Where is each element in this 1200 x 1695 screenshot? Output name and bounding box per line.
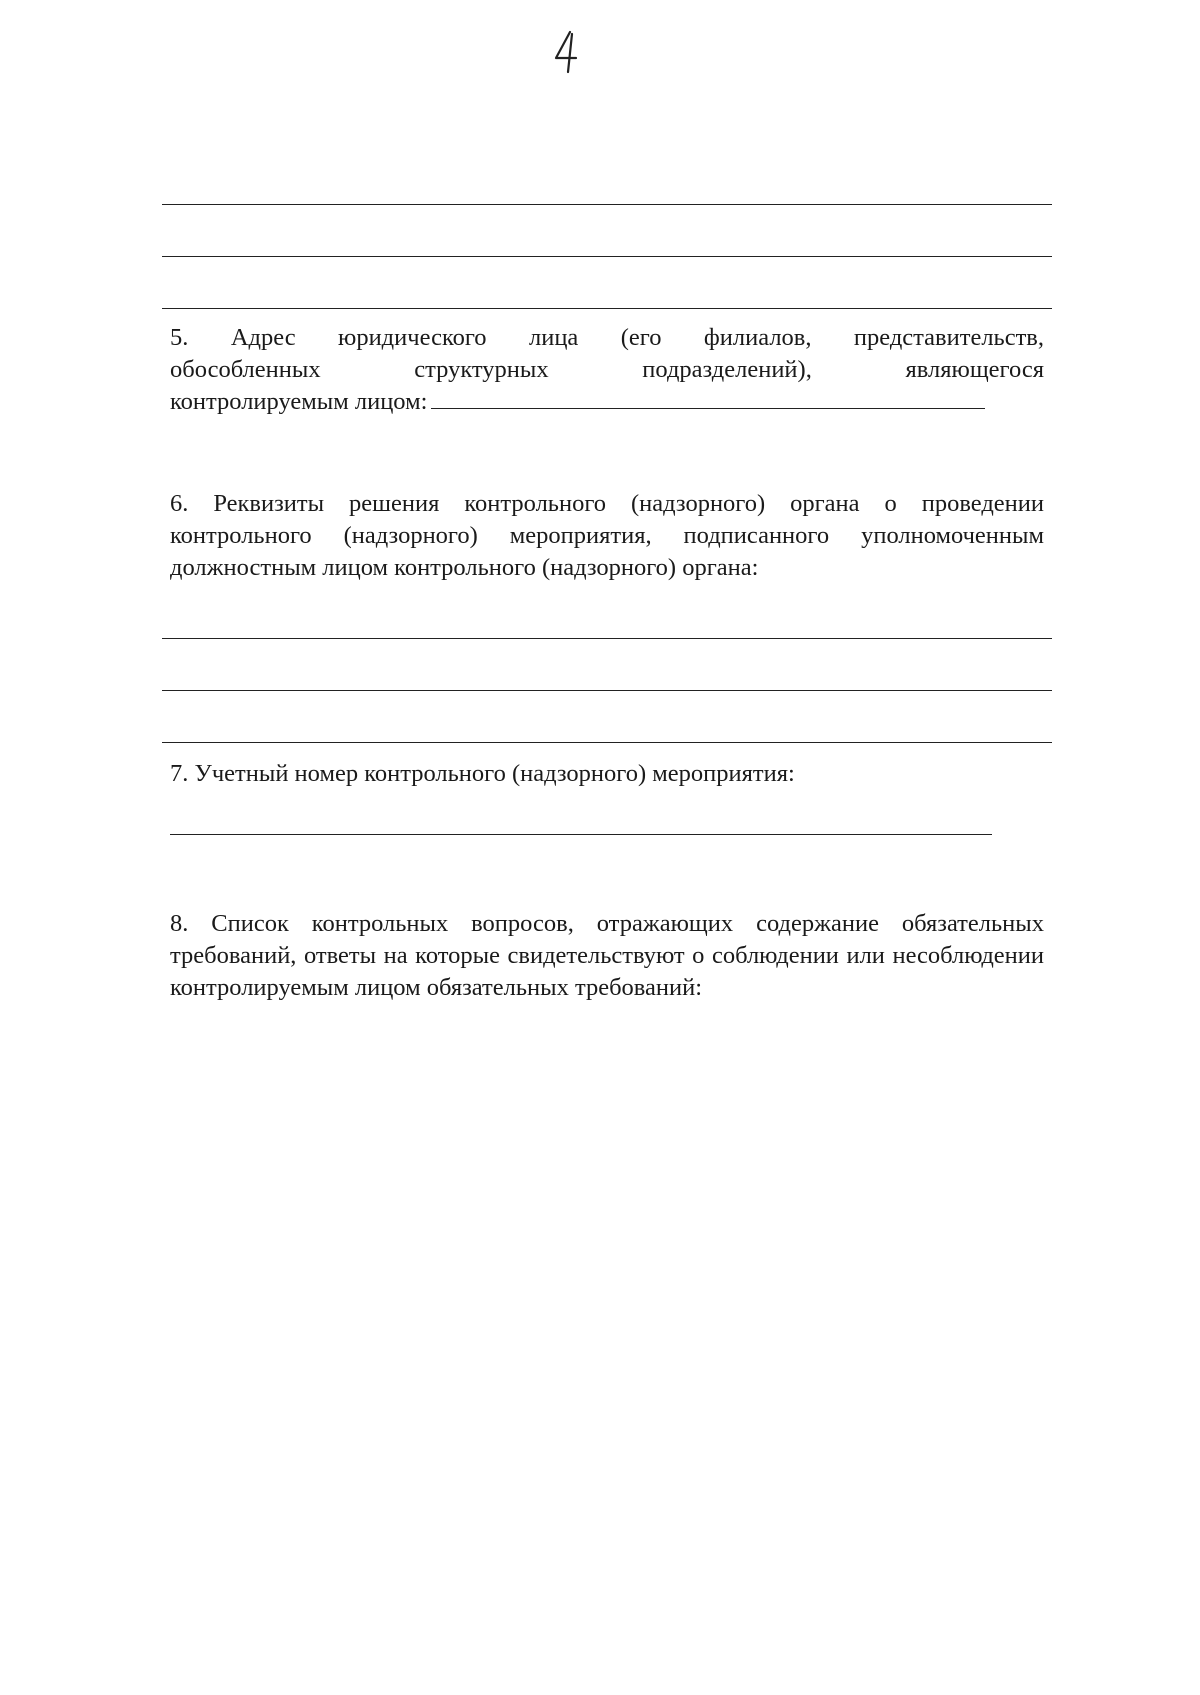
blank-fill-line [162,742,1052,743]
item-5-line-1: 5. Адрес юридического лица (его филиалов, представительств, [170,324,1044,351]
item-5-line-3 [170,386,1044,418]
handwritten-page-number [548,30,588,74]
item-8-text: 8. Список контрольных вопросов, отражающих содержание обязательных требований, ответы на которые свидетельствуют о соблюдении или несоблюдении контролируемым лицом обязательных требований: [170,910,1044,1001]
item-5-line-2: обособленных структурных подразделений), являющегося [170,356,1044,383]
address-blank-field [431,386,985,409]
handwritten-four-glyph [548,30,588,74]
blank-fill-line [162,256,1052,257]
blank-fill-line [162,690,1052,691]
blank-fill-line [162,638,1052,639]
blank-fill-line [162,204,1052,205]
item-5-label: контролируемым лицом: [170,388,428,415]
item-7-text: 7. Учетный номер контрольного (надзорного) мероприятия: [170,760,795,787]
item-6-text: 6. Реквизиты решения контрольного (надзорного) органа о проведении контрольного (надзорного) мероприятия, подписанного уполномоченным должностным лицом контрольного (надзорного) органа: [170,490,1044,581]
blank-fill-line [170,834,992,835]
blank-fill-line [162,308,1052,309]
